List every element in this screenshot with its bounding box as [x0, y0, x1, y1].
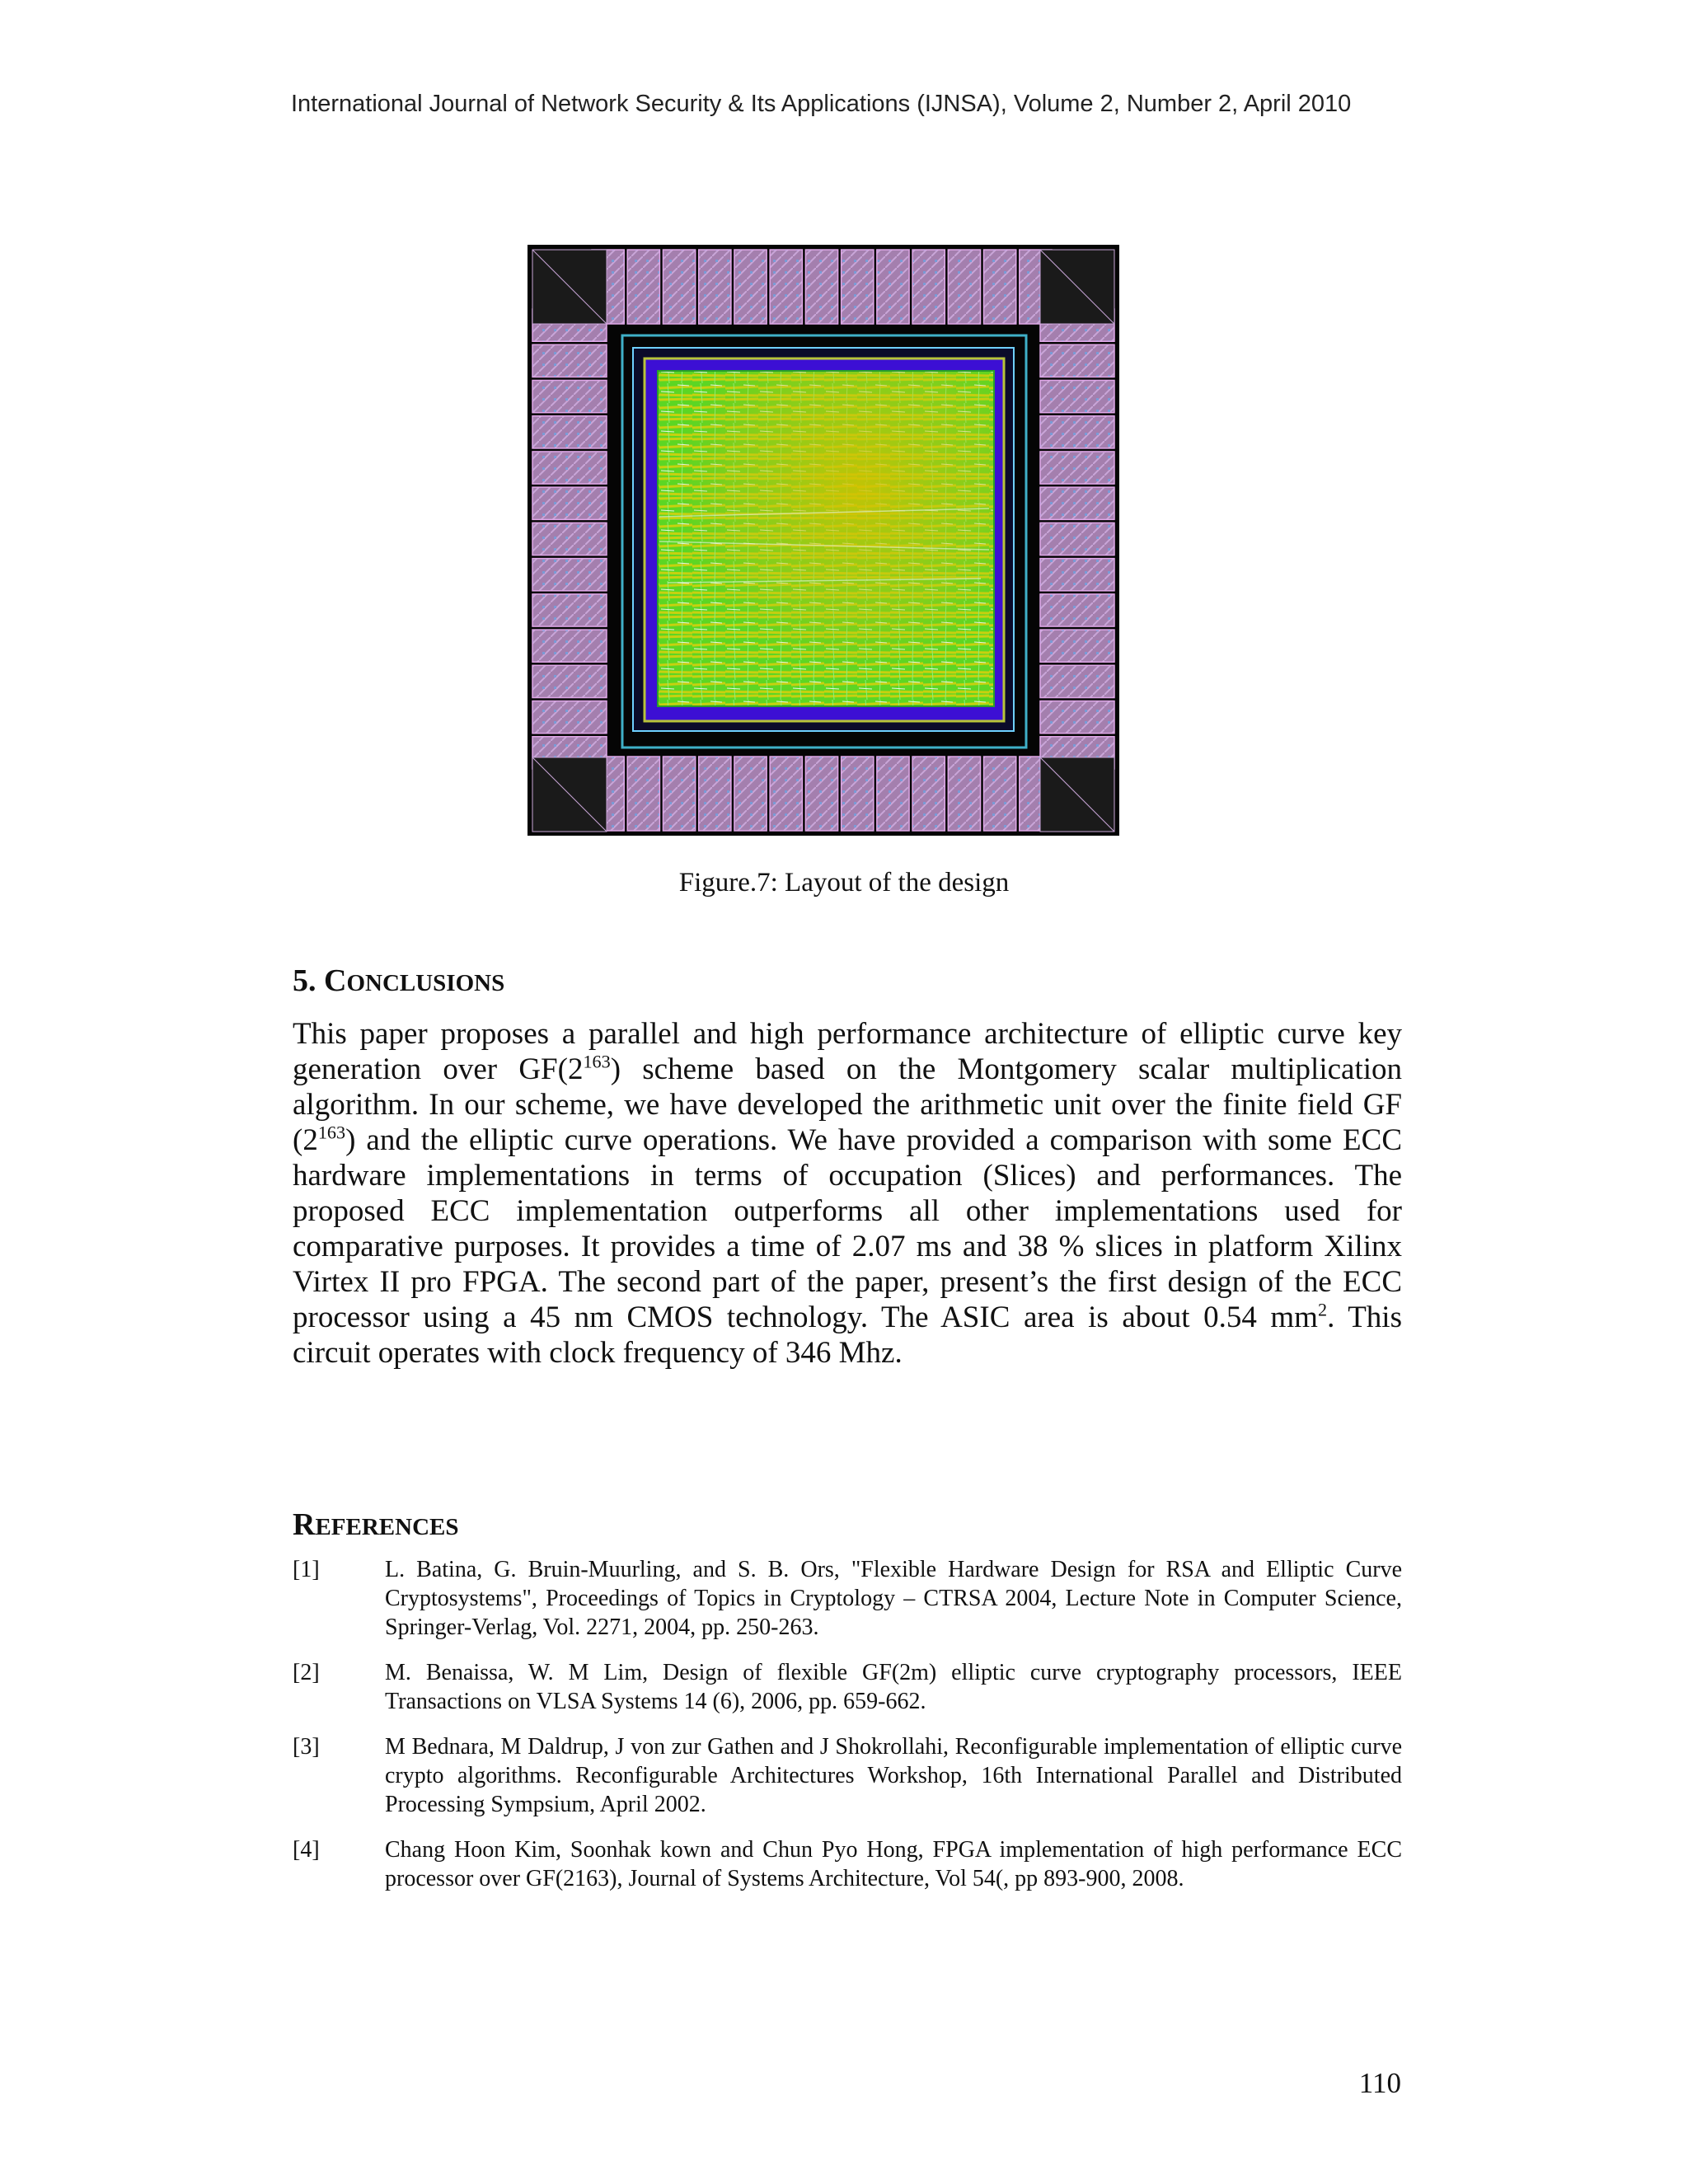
- conclusions-paragraph: [293, 1016, 1402, 1371]
- io-pad: [1040, 559, 1114, 591]
- io-pad: [699, 757, 731, 831]
- reference-text: Chang Hoon Kim, Soonhak kown and Chun Pyo Hong, FPGA implementation of high performance ECC processor over GF(2163), Journal of Systems Architecture, Vol 54(, pp 893-900, 2008.: [385, 1837, 1402, 1891]
- io-pad: [805, 250, 837, 324]
- io-pad: [532, 701, 607, 733]
- reference-item: [293, 1555, 1402, 1642]
- reference-number: [1]: [293, 1557, 320, 1582]
- corner-cell: [532, 757, 607, 832]
- io-pad: [1040, 380, 1114, 412]
- page-number: 110: [1358, 2067, 1401, 2099]
- io-pad: [1040, 416, 1114, 448]
- chip-layout-figure: [528, 245, 1119, 836]
- superscript-163: 163: [317, 1122, 346, 1143]
- io-pad: [734, 757, 767, 831]
- io-pad: [532, 630, 607, 662]
- io-pad: [1040, 344, 1114, 377]
- io-pad: [1040, 701, 1114, 733]
- figure-caption: Figure.7: Layout of the design: [678, 868, 1010, 898]
- io-pad: [948, 250, 980, 324]
- io-pad: [1040, 523, 1114, 555]
- heading-initial: R: [293, 1507, 316, 1542]
- io-pad: [627, 250, 659, 324]
- para-text-1: This paper proposes a parallel and high performance architecture of elliptic curve key generation over GF(2: [293, 1017, 1402, 1086]
- io-pad: [532, 594, 607, 626]
- io-pad: [532, 487, 607, 519]
- para-text-2: ) scheme based on the Montgomery scalar multiplication algorithm. In our scheme, we have developed the arithmetic unit over the finite field GF (2: [293, 1052, 1403, 1157]
- corner-cell: [1040, 250, 1114, 324]
- io-pad: [699, 250, 731, 324]
- io-pad: [663, 757, 695, 831]
- io-pad: [805, 757, 837, 831]
- reference-text: M Bednara, M Daldrup, J von zur Gathen and J Shokrollahi, Reconfigurable implementation of elliptic curve crypto algorithms. Reconfigurable Architectures Workshop, 16th International Parallel and Distributed Processing Sympsium, April 2002.: [385, 1734, 1402, 1817]
- io-pad: [770, 250, 802, 324]
- io-pad: [532, 665, 607, 697]
- reference-item: [293, 1658, 1402, 1716]
- io-pad: [532, 559, 607, 591]
- heading-initial: C: [324, 963, 347, 998]
- reference-number: [2]: [293, 1660, 320, 1685]
- section-number: 5.: [293, 963, 316, 998]
- references-heading: [293, 1507, 459, 1543]
- reference-number: [3]: [293, 1734, 320, 1760]
- io-pad: [770, 757, 802, 831]
- io-pad: [532, 452, 607, 484]
- io-pad: [877, 250, 909, 324]
- reference-item: [293, 1732, 1402, 1819]
- journal-header: International Journal of Network Security & Its Applications (IJNSA), Volume 2, Number 2, April 2010: [291, 91, 1352, 117]
- io-pad: [912, 250, 945, 324]
- para-text-3: ) and the elliptic curve operations. We have provided a comparison with some ECC hardware implementations in terms of occupation (Slices) and performances. The proposed ECC implementation outperforms all other implementations used for comparative purposes. It provides a time of 2.07 ms and 38 % slices in platform Xilinx Virtex II pro FPGA. The second part of the paper, present’s the first design of the ECC processor using a 45 nm CMOS technology. The ASIC area is about 0.54 mm: [293, 1123, 1402, 1334]
- heading-rest: EFERENCES: [315, 1514, 459, 1540]
- reference-item: [293, 1835, 1402, 1893]
- reference-text: L. Batina, G. Bruin-Muurling, and S. B. Ors, "Flexible Hardware Design for RSA and Elliptic Curve Cryptosystems", Proceedings of Topics in Cryptology – CTRSA 2004, Lecture Note in Computer Science, Springer-Verlag, Vol. 2271, 2004, pp. 250-263.: [385, 1557, 1402, 1640]
- io-pad: [1040, 487, 1114, 519]
- io-pad: [1040, 665, 1114, 697]
- io-pad: [984, 757, 1016, 831]
- io-pad: [984, 250, 1016, 324]
- io-pad: [1040, 630, 1114, 662]
- io-pad: [532, 416, 607, 448]
- io-pad: [663, 250, 695, 324]
- para-text-4: . This circuit operates with clock frequency of 346 Mhz.: [293, 1301, 1402, 1370]
- io-pad: [532, 523, 607, 555]
- corner-cell: [1040, 757, 1114, 832]
- io-pad: [1040, 452, 1114, 484]
- chip-layout-image: [528, 245, 1119, 836]
- reference-text: M. Benaissa, W. M Lim, Design of flexible GF(2m) elliptic curve cryptography processors, IEEE Transactions on VLSA Systems 14 (6), 2006, pp. 659-662.: [385, 1660, 1402, 1714]
- heading-rest: ONCLUSIONS: [346, 970, 505, 996]
- io-pad: [877, 757, 909, 831]
- io-pad: [912, 757, 945, 831]
- io-pad: [1040, 594, 1114, 626]
- superscript-163: 163: [583, 1051, 611, 1072]
- io-pad: [842, 250, 874, 324]
- io-pad: [734, 250, 767, 324]
- io-pad: [948, 757, 980, 831]
- reference-number: [4]: [293, 1837, 320, 1863]
- references-list: [293, 1555, 1402, 1910]
- io-pad: [842, 757, 874, 831]
- io-pad: [532, 344, 607, 377]
- corner-cell: [532, 250, 607, 324]
- conclusions-heading: [293, 963, 504, 999]
- io-pad: [627, 757, 659, 831]
- superscript-2: 2: [1317, 1299, 1328, 1320]
- io-pad: [532, 380, 607, 412]
